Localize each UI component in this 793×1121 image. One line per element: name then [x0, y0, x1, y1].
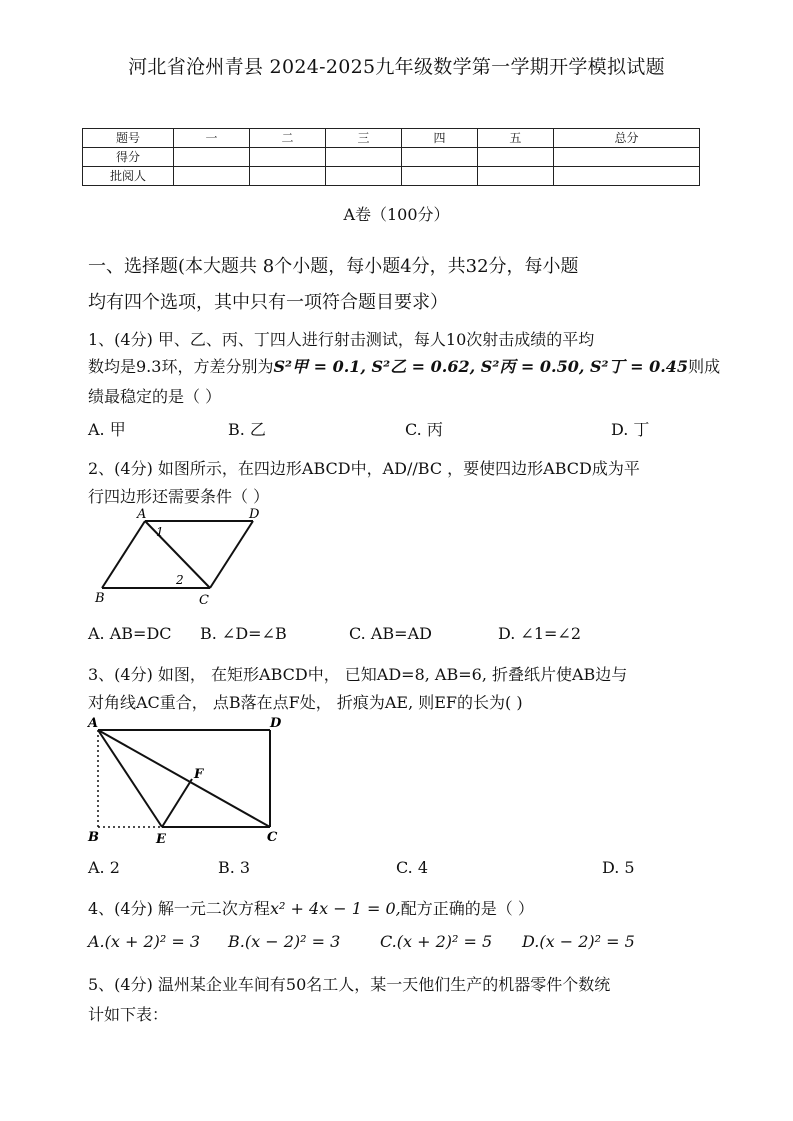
q3-label-f: F	[194, 767, 204, 782]
q2-label-angle2: 2	[176, 573, 184, 587]
score-cell[interactable]	[174, 148, 250, 167]
q4-option-d[interactable]: D.(x − 2)² = 5	[522, 932, 635, 951]
score-header-cell: 一	[174, 129, 250, 148]
q2-label-a: A	[137, 507, 147, 522]
q1-prefix: 数均是9.3环，方差分别为	[88, 357, 274, 376]
q1-option-b[interactable]: B. 乙	[228, 420, 266, 439]
q1-option-d[interactable]: D. 丁	[611, 420, 650, 439]
score-cell[interactable]	[401, 148, 477, 167]
score-header-cell: 五	[477, 129, 553, 148]
q2-option-c[interactable]: C. AB=AD	[349, 624, 432, 643]
score-header-cell: 三	[325, 129, 401, 148]
q1-variance-formula: S²甲 = 0.1, S²乙 = 0.62, S²丙 = 0.50, S²丁 = 0.45	[273, 357, 689, 376]
q5-text-line2: 计如下表：	[88, 1005, 169, 1024]
score-cell[interactable]	[325, 167, 401, 186]
q3-option-a[interactable]: A. 2	[88, 858, 120, 877]
q3-label-b: B	[88, 830, 99, 845]
q1-option-c[interactable]: C. 丙	[405, 420, 443, 439]
q2-parallelogram-figure	[88, 504, 278, 610]
score-header-cell: 二	[249, 129, 325, 148]
q3-label-a: A	[88, 716, 99, 731]
score-table	[82, 128, 700, 186]
q1-option-a[interactable]: A. 甲	[88, 420, 126, 439]
q4-prefix: 4、(4分) 解一元二次方程	[88, 899, 270, 918]
q4-text-line1	[88, 896, 534, 919]
score-header-cell: 题号	[83, 129, 174, 148]
score-cell[interactable]	[477, 167, 553, 186]
score-cell[interactable]	[174, 167, 250, 186]
q3-text-line1: 3、(4分) 如图， 在矩形ABCD中， 已知AD=8, AB=6, 折叠纸片使AB边与	[88, 665, 628, 684]
score-cell[interactable]	[325, 148, 401, 167]
q3-label-e: E	[156, 832, 166, 847]
score-header-cell: 四	[401, 129, 477, 148]
q4-suffix: 配方正确的是（ ）	[400, 899, 534, 918]
score-table-row	[83, 148, 700, 167]
q2-option-a[interactable]: A. AB=DC	[88, 624, 172, 643]
q3-label-c: C	[267, 830, 278, 845]
score-header-cell: 总分	[553, 129, 699, 148]
section-heading-line1: 一、选择题(本大题共 8个小题，每小题4分，共32分，每小题	[88, 256, 579, 277]
q1-text-line1: 1、(4分) 甲、乙、丙、丁四人进行射击测试，每人10次射击成绩的平均	[88, 330, 595, 349]
score-cell[interactable]	[249, 167, 325, 186]
q4-option-b[interactable]: B.(x − 2)² = 3	[228, 932, 341, 951]
score-cell[interactable]	[553, 167, 699, 186]
paper-section-title: A卷（100分）	[343, 205, 450, 224]
q2-text-line2: 行四边形还需要条件（ ）	[88, 487, 270, 506]
q2-label-c: C	[199, 593, 209, 608]
q2-text-line1: 2、(4分) 如图所示，在四边形ABCD中，AD//BC ，要使四边形ABCD成为平	[88, 459, 640, 478]
score-cell[interactable]	[477, 148, 553, 167]
q3-option-d[interactable]: D. 5	[602, 858, 635, 877]
score-row-label: 批阅人	[83, 167, 174, 186]
score-cell[interactable]	[249, 148, 325, 167]
q1-text-line2	[88, 354, 720, 377]
score-table-header-row	[83, 129, 700, 148]
q1-text-line3: 绩最稳定的是（ ）	[88, 387, 222, 406]
section-heading-line2: 均有四个选项，其中只有一项符合题目要求）	[88, 292, 448, 313]
score-cell[interactable]	[553, 148, 699, 167]
q2-option-b[interactable]: B. ∠D=∠B	[200, 624, 287, 643]
page-title: 河北省沧州青县 2024-2025九年级数学第一学期开学模拟试题	[128, 56, 665, 78]
q3-rectangle-figure	[84, 713, 284, 847]
score-table-row	[83, 167, 700, 186]
q3-option-b[interactable]: B. 3	[218, 858, 251, 877]
q3-option-c[interactable]: C. 4	[396, 858, 429, 877]
q4-option-c[interactable]: C.(x + 2)² = 5	[380, 932, 493, 951]
q4-equation: x² + 4x − 1 = 0,	[269, 899, 401, 918]
q4-option-a[interactable]: A.(x + 2)² = 3	[88, 932, 201, 951]
q5-text-line1: 5、(4分) 温州某企业车间有50名工人，某一天他们生产的机器零件个数统	[88, 975, 611, 994]
q2-label-b: B	[95, 591, 105, 606]
score-row-label: 得分	[83, 148, 174, 167]
q2-option-d[interactable]: D. ∠1=∠2	[498, 624, 582, 643]
q3-text-line2: 对角线AC重合， 点B落在点F处， 折痕为AE, 则EF的长为( )	[88, 693, 523, 712]
q1-suffix: 则成	[688, 357, 721, 376]
q2-label-d: D	[249, 507, 260, 522]
q3-label-d: D	[270, 716, 282, 731]
q2-label-angle1: 1	[156, 525, 164, 539]
score-cell[interactable]	[401, 167, 477, 186]
